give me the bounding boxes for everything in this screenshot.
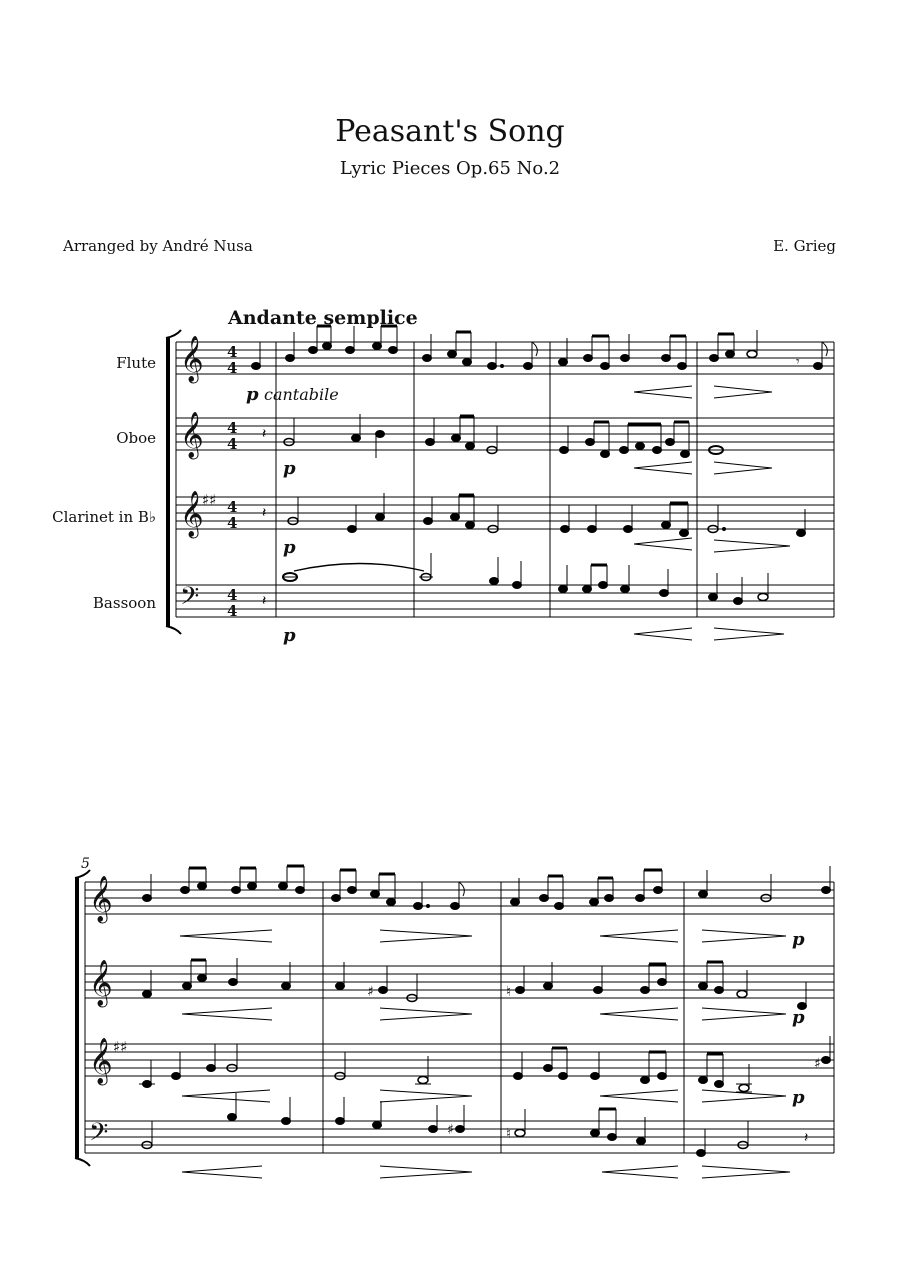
system-1 — [52, 326, 834, 646]
staff-clarinet-1 — [176, 497, 834, 529]
dynamic-piano: p — [792, 929, 805, 950]
treble-clef-icon: 𝄞 — [180, 336, 204, 382]
dynamics-system-1 — [246, 384, 339, 646]
system-2 — [75, 856, 834, 1178]
dynamic-piano: p — [283, 625, 296, 646]
bass-clef-icon: 𝄢 — [180, 582, 200, 617]
svg-text:4: 4 — [227, 586, 238, 604]
time-signatures — [227, 343, 237, 620]
bracket-bottom-hook — [166, 626, 181, 634]
piece-title: Peasant's Song — [335, 114, 565, 149]
treble-clef-icon: 𝄞 — [89, 1038, 113, 1084]
svg-text:♯: ♯ — [814, 1056, 821, 1072]
staff-clarinet-2 — [85, 1044, 834, 1076]
notes-system-2 — [139, 866, 831, 1157]
dynamic-piano: p — [792, 1007, 805, 1028]
svg-text:4: 4 — [227, 602, 238, 620]
dynamic-piano: p — [283, 537, 296, 558]
measure-number: 5 — [81, 856, 90, 872]
dynamics-system-2 — [792, 929, 805, 1108]
svg-text:4: 4 — [227, 514, 238, 532]
svg-text:♯: ♯ — [447, 1122, 454, 1138]
svg-text:𝄾: 𝄾 — [796, 354, 800, 370]
svg-text:𝄽: 𝄽 — [804, 1130, 809, 1146]
svg-text:4: 4 — [227, 498, 238, 516]
bracket-top-hook — [166, 330, 181, 338]
instrument-name-flute: Flute — [116, 354, 156, 372]
svg-text:4: 4 — [227, 435, 238, 453]
svg-text:𝄽: 𝄽 — [262, 505, 267, 521]
barlines-system-2 — [85, 882, 834, 1153]
treble-clef-icon: 𝄞 — [89, 960, 113, 1006]
instrument-name-oboe: Oboe — [116, 429, 156, 447]
bracket-bottom-hook — [75, 1158, 90, 1166]
svg-text:𝄽: 𝄽 — [262, 426, 267, 442]
bass-clef-icon: 𝄢 — [89, 1118, 109, 1153]
staff-oboe-1 — [176, 418, 834, 450]
notes-system-1 — [252, 326, 828, 609]
clarinet-key-signature: ♯♯ — [202, 491, 217, 509]
staff-flute-1 — [176, 342, 834, 374]
treble-clef-icon: 𝄞 — [89, 876, 113, 922]
arranger-credit: Arranged by André Nusa — [63, 237, 253, 255]
treble-clef-icon: 𝄞 — [180, 491, 204, 537]
piece-subtitle: Lyric Pieces Op.65 No.2 — [339, 158, 561, 179]
instrument-name-clarinet: Clarinet in B♭ — [52, 508, 156, 526]
instrument-name-bassoon: Bassoon — [92, 594, 156, 612]
barlines-system-1 — [176, 342, 834, 617]
svg-text:4: 4 — [227, 343, 238, 361]
tempo-marking: Andante semplice — [228, 307, 418, 329]
expression-cantabile: cantabile — [264, 385, 339, 404]
svg-text:♯: ♯ — [367, 984, 374, 1000]
treble-clef-icon: 𝄞 — [180, 412, 204, 458]
hairpins-system-2 — [180, 930, 790, 1178]
clarinet-key-signature: ♯♯ — [113, 1038, 128, 1056]
composer-credit: E. Grieg — [773, 237, 836, 255]
dynamic-piano: p — [246, 384, 259, 405]
svg-text:♮: ♮ — [506, 1126, 512, 1142]
svg-text:4: 4 — [227, 359, 238, 377]
svg-text:𝄽: 𝄽 — [262, 593, 267, 609]
dynamic-piano: p — [792, 1087, 805, 1108]
svg-text:♮: ♮ — [506, 984, 512, 1000]
svg-text:4: 4 — [227, 419, 238, 437]
dynamic-piano: p — [283, 458, 296, 479]
